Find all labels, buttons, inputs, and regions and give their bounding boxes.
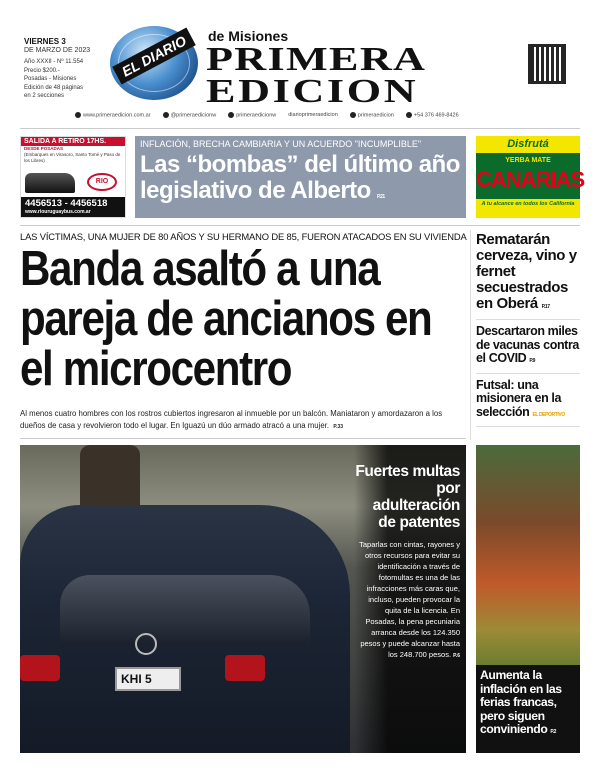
car-image: [20, 505, 350, 753]
whatsapp-icon: [406, 112, 412, 118]
social-instagram[interactable]: [350, 112, 394, 119]
photo-body: Taparlas con cintas, rayones y otros recursos para evitar su identificación a través de fotomultas es una de las infracciones más caras que, incluso, pueden provocar la quita de la licencia. En Posadas, la pena pecuniaria arranca desde los 124.350 pesos y puede alcanzar hasta los 248.700 pesos.: [359, 540, 460, 659]
logo-subtitle: de Misiones: [208, 28, 289, 44]
ad-url: www.riouruguaybus.com.ar: [25, 209, 91, 215]
bus-icon: [25, 173, 75, 193]
page-ref: P.33: [333, 424, 344, 430]
page-ref: P.2: [550, 729, 557, 735]
qr-code-icon[interactable]: [528, 44, 566, 84]
vw-logo-icon: [135, 633, 157, 655]
twitter-icon: [163, 112, 169, 118]
place: Posadas - Misiones: [24, 76, 77, 82]
page-ref: P.9: [529, 358, 536, 364]
ad-product: YERBA MATE: [505, 157, 551, 164]
side-headline: Futsal: una misionera en la selección: [476, 377, 562, 419]
instagram-icon: [350, 112, 356, 118]
social-tiktok[interactable]: [288, 112, 338, 119]
side-headline: Rematarán cerveza, vino y fernet secuestrados en Oberá: [476, 231, 577, 312]
banner-headline: Las “bombas” del último año legislativo de Alberto: [140, 151, 460, 204]
pages: Edición de 48 páginas: [24, 84, 84, 91]
section-ref: EL DEPORTIVO: [532, 411, 565, 418]
social-text: primeraedicionw: [236, 112, 277, 119]
globe-icon: [75, 112, 81, 118]
page-ref: P.21: [377, 194, 385, 200]
photo-headline: Fuertes multas por adulteración de patentes: [355, 463, 460, 531]
social-text: diarioprimeraedicion: [288, 112, 338, 119]
social-web[interactable]: [75, 112, 151, 119]
divider: [20, 128, 580, 129]
social-text: www.primeraedicion.com.ar: [83, 112, 151, 119]
facebook-icon: [228, 112, 234, 118]
social-facebook[interactable]: [228, 112, 276, 119]
main-kicker: LAS VÍCTIMAS, UNA MUJER DE 80 AÑOS Y SU HERMANO DE 85, FUERON ATACADOS EN SU VIVIENDA: [20, 231, 467, 242]
side-story[interactable]: [476, 377, 580, 428]
car-photo-story[interactable]: [20, 445, 466, 753]
ad-brand: CANARIAS: [476, 167, 585, 192]
photo-overlay: [354, 445, 466, 753]
social-text: primeraedicion: [357, 112, 394, 119]
date: DE MARZO DE 2023: [24, 46, 91, 54]
page-ref: P.17: [541, 304, 550, 310]
day: VIERNES 3: [24, 37, 66, 46]
caption: [476, 665, 580, 753]
tail-light: [225, 655, 265, 681]
ad-title: SALIDA A RETIRO 17HS.: [21, 137, 125, 146]
rio-logo: RIO: [87, 173, 117, 191]
column-divider: [470, 230, 471, 440]
edition-info: [24, 38, 90, 101]
tail-light: [20, 655, 60, 681]
ad-canarias[interactable]: [476, 136, 585, 218]
logo-band: EL DIARIO: [112, 27, 196, 84]
car-window: [60, 575, 310, 645]
logo-edicion: EDICION: [206, 73, 419, 110]
social-row: [75, 112, 545, 119]
social-twitter[interactable]: [163, 112, 217, 119]
divider: [20, 438, 466, 439]
ferias-headline: Aumenta la inflación en las ferias francas, pero siguen conviniendo: [480, 668, 562, 736]
license-plate: KHI 5: [115, 667, 181, 691]
main-body: [20, 408, 466, 433]
ad-foot: A tu alcance en todos los California: [481, 201, 575, 207]
side-stories: [476, 230, 580, 430]
sections: en 2 secciones: [24, 93, 65, 99]
social-text: +54 376 469-8426: [413, 112, 459, 119]
price: Precio $200.-: [24, 67, 60, 74]
side-headline: Descartaron miles de vacunas contra el COVID: [476, 324, 579, 365]
issue: Año XXXII - Nº 11.554: [24, 59, 84, 65]
ad-from: DESDE POSADAS: [24, 146, 64, 151]
social-text: @primeraedicionw: [170, 112, 217, 119]
banner-kicker: INFLACIÓN, BRECHA CAMBIARIA Y UN ACUERDO "INCUMPLIBLE": [140, 139, 422, 149]
main-headline[interactable]: Banda asaltó a una pareja de ancianos en el microcentro: [20, 242, 432, 396]
logo-primera: PRIMERA: [206, 41, 427, 78]
side-story[interactable]: [476, 323, 580, 374]
main-body-text: Al menos cuatro hombres con los rostros cubiertos ingresaron al inmueble por un balcón. Maniataron y amordazaron a los dueños de casa y revolvieron todo el lugar. En Iguazú un dúo armado atracó a una mujer.: [20, 409, 443, 430]
banner-story[interactable]: [135, 136, 466, 218]
page-ref: P.6: [453, 653, 460, 659]
divider: [20, 225, 580, 226]
market-photo-story[interactable]: [476, 445, 580, 753]
ad-stops: (Embarques en Virasoro, Santo Tomé y Paso de los Libres): [24, 152, 121, 163]
ad-contact: [21, 197, 125, 217]
social-whatsapp[interactable]: [406, 112, 459, 119]
ad-phones: 4456513 - 4456518: [25, 198, 108, 209]
side-story[interactable]: [476, 230, 580, 320]
ad-rio-uruguay[interactable]: [20, 136, 126, 218]
ad-top: Disfrutá: [507, 138, 549, 150]
